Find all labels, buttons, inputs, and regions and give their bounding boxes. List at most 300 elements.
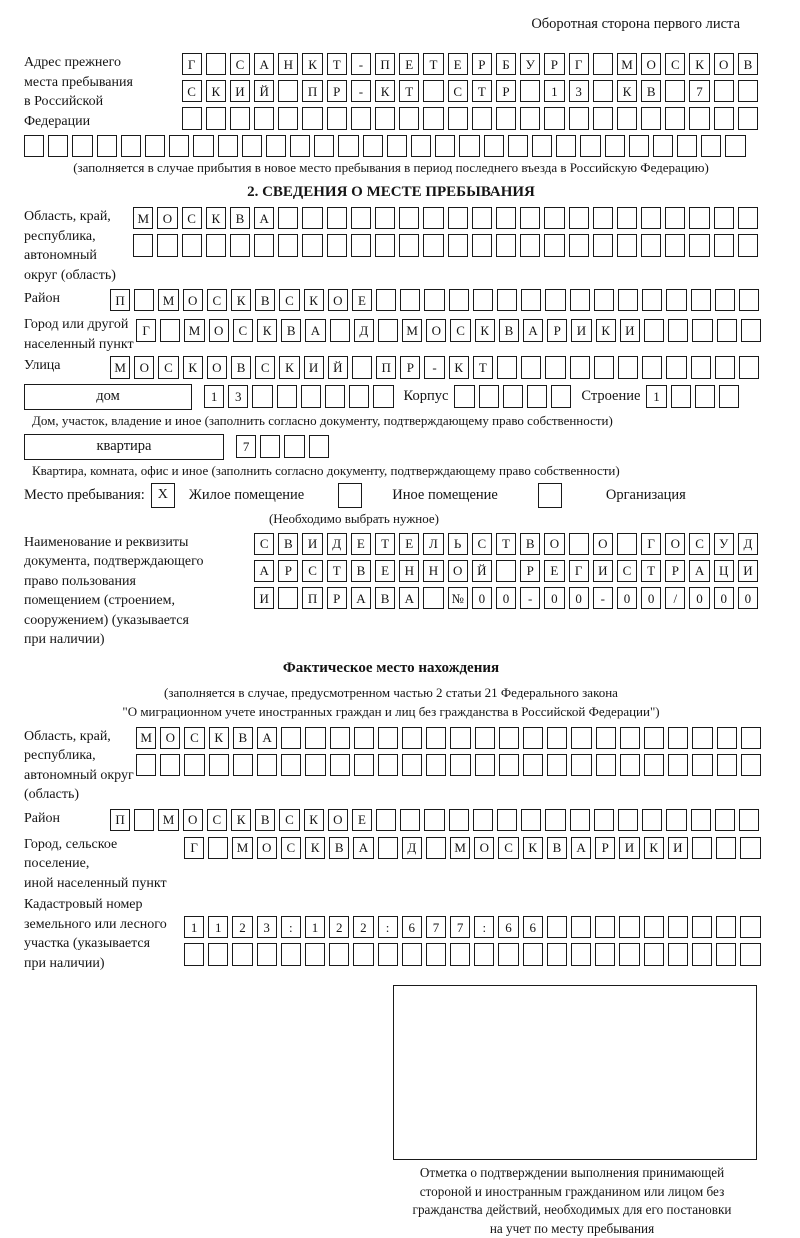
char-box[interactable] <box>666 289 686 311</box>
char-box[interactable] <box>400 289 420 311</box>
char-box[interactable]: Р <box>327 587 347 609</box>
char-box[interactable]: К <box>209 727 229 749</box>
char-box[interactable] <box>278 80 298 102</box>
char-box[interactable] <box>668 916 688 938</box>
char-box[interactable]: К <box>231 809 251 831</box>
char-box[interactable] <box>569 533 589 555</box>
char-box[interactable]: 0 <box>496 587 516 609</box>
char-box[interactable] <box>715 289 735 311</box>
char-box[interactable]: О <box>183 809 203 831</box>
char-box[interactable]: К <box>257 319 277 341</box>
char-box[interactable]: С <box>689 533 709 555</box>
char-box[interactable] <box>472 207 492 229</box>
char-box[interactable] <box>284 435 304 457</box>
char-box[interactable]: П <box>375 53 395 75</box>
char-box[interactable] <box>184 943 204 965</box>
char-box[interactable]: И <box>738 560 758 582</box>
char-box[interactable] <box>503 385 523 407</box>
char-box[interactable] <box>641 234 661 256</box>
char-box[interactable] <box>402 943 422 965</box>
char-box[interactable]: Р <box>327 80 347 102</box>
char-box[interactable] <box>668 754 688 776</box>
char-box[interactable]: 1 <box>208 916 228 938</box>
char-box[interactable] <box>741 754 761 776</box>
checkbox-organizatsiya[interactable] <box>538 483 562 508</box>
char-box[interactable] <box>448 234 468 256</box>
char-box[interactable] <box>378 727 398 749</box>
char-box[interactable] <box>435 135 455 157</box>
char-box[interactable] <box>666 809 686 831</box>
char-box[interactable] <box>523 754 543 776</box>
char-box[interactable] <box>665 234 685 256</box>
char-box[interactable] <box>473 289 493 311</box>
char-box[interactable]: И <box>571 319 591 341</box>
char-box[interactable]: Д <box>402 837 422 859</box>
char-box[interactable]: - <box>424 356 444 378</box>
checkbox-zhiloe[interactable]: X <box>151 483 175 508</box>
char-box[interactable] <box>714 207 734 229</box>
char-box[interactable]: В <box>520 533 540 555</box>
char-box[interactable] <box>266 135 286 157</box>
char-box[interactable]: А <box>257 727 277 749</box>
char-box[interactable]: Г <box>569 53 589 75</box>
char-box[interactable] <box>593 53 613 75</box>
char-box[interactable] <box>644 727 664 749</box>
char-box[interactable]: М <box>110 356 130 378</box>
char-box[interactable] <box>523 943 543 965</box>
char-box[interactable] <box>595 916 615 938</box>
char-box[interactable] <box>260 435 280 457</box>
char-box[interactable] <box>715 356 735 378</box>
char-box[interactable] <box>232 943 252 965</box>
char-box[interactable] <box>363 135 383 157</box>
char-box[interactable] <box>544 234 564 256</box>
char-box[interactable]: Й <box>254 80 274 102</box>
char-box[interactable]: К <box>206 80 226 102</box>
char-box[interactable] <box>740 943 760 965</box>
char-box[interactable] <box>653 135 673 157</box>
char-box[interactable]: Т <box>472 80 492 102</box>
char-box[interactable]: Д <box>354 319 374 341</box>
char-box[interactable] <box>532 135 552 157</box>
char-box[interactable] <box>254 107 274 129</box>
char-box[interactable]: А <box>571 837 591 859</box>
char-box[interactable] <box>617 207 637 229</box>
char-box[interactable] <box>692 943 712 965</box>
char-box[interactable]: А <box>254 207 274 229</box>
char-box[interactable] <box>689 234 709 256</box>
char-box[interactable] <box>719 385 739 407</box>
char-box[interactable] <box>668 727 688 749</box>
char-box[interactable] <box>642 809 662 831</box>
char-box[interactable] <box>547 727 567 749</box>
char-box[interactable]: П <box>302 80 322 102</box>
char-box[interactable]: И <box>593 560 613 582</box>
char-box[interactable]: П <box>302 587 322 609</box>
char-box[interactable]: М <box>133 207 153 229</box>
char-box[interactable] <box>593 107 613 129</box>
char-box[interactable]: 3 <box>569 80 589 102</box>
char-box[interactable] <box>302 207 322 229</box>
char-box[interactable]: А <box>351 587 371 609</box>
kadastr-row-1[interactable] <box>184 916 761 938</box>
char-box[interactable] <box>523 727 543 749</box>
char-box[interactable]: К <box>302 53 322 75</box>
char-box[interactable]: И <box>302 533 322 555</box>
char-box[interactable]: О <box>544 533 564 555</box>
char-box[interactable]: 0 <box>472 587 492 609</box>
char-box[interactable] <box>642 289 662 311</box>
char-box[interactable] <box>617 533 637 555</box>
kadastr-row-2[interactable] <box>184 943 761 965</box>
char-box[interactable] <box>402 727 422 749</box>
char-box[interactable] <box>254 234 274 256</box>
char-box[interactable]: О <box>183 289 203 311</box>
char-box[interactable] <box>497 809 517 831</box>
char-box[interactable]: Р <box>472 53 492 75</box>
char-box[interactable]: С <box>184 727 204 749</box>
char-box[interactable] <box>423 107 443 129</box>
char-box[interactable]: Ь <box>448 533 468 555</box>
char-box[interactable] <box>349 385 369 407</box>
char-box[interactable]: Б <box>496 53 516 75</box>
char-box[interactable] <box>327 207 347 229</box>
char-box[interactable]: - <box>351 80 371 102</box>
char-box[interactable] <box>593 80 613 102</box>
char-box[interactable] <box>448 207 468 229</box>
char-box[interactable] <box>230 107 250 129</box>
char-box[interactable] <box>547 916 567 938</box>
char-box[interactable]: В <box>255 289 275 311</box>
char-box[interactable]: Р <box>544 53 564 75</box>
char-box[interactable]: О <box>474 837 494 859</box>
char-box[interactable] <box>570 356 590 378</box>
char-box[interactable] <box>508 135 528 157</box>
document-row-1[interactable] <box>254 533 758 555</box>
char-box[interactable] <box>689 207 709 229</box>
char-box[interactable] <box>301 385 321 407</box>
char-box[interactable]: В <box>375 587 395 609</box>
char-box[interactable] <box>644 916 664 938</box>
char-box[interactable]: А <box>254 560 274 582</box>
char-box[interactable]: В <box>233 727 253 749</box>
char-box[interactable]: В <box>738 53 758 75</box>
char-box[interactable] <box>692 727 712 749</box>
char-box[interactable]: К <box>475 319 495 341</box>
char-box[interactable] <box>545 809 565 831</box>
char-box[interactable] <box>206 53 226 75</box>
char-box[interactable] <box>665 107 685 129</box>
char-box[interactable]: К <box>449 356 469 378</box>
dom-cell[interactable]: дом <box>24 384 192 410</box>
char-box[interactable] <box>423 207 443 229</box>
char-box[interactable] <box>520 207 540 229</box>
char-box[interactable]: О <box>641 53 661 75</box>
char-box[interactable] <box>738 234 758 256</box>
char-box[interactable] <box>593 207 613 229</box>
char-box[interactable]: П <box>110 809 130 831</box>
char-box[interactable] <box>353 943 373 965</box>
char-box[interactable]: У <box>520 53 540 75</box>
char-box[interactable] <box>423 587 443 609</box>
char-box[interactable] <box>741 319 761 341</box>
char-box[interactable] <box>741 727 761 749</box>
korpus-boxes[interactable] <box>454 385 571 407</box>
char-box[interactable]: - <box>520 587 540 609</box>
char-box[interactable] <box>569 234 589 256</box>
char-box[interactable] <box>620 727 640 749</box>
char-box[interactable] <box>571 916 591 938</box>
char-box[interactable] <box>716 916 736 938</box>
char-box[interactable]: А <box>689 560 709 582</box>
char-box[interactable]: Н <box>399 560 419 582</box>
char-box[interactable] <box>556 135 576 157</box>
char-box[interactable]: Т <box>327 53 347 75</box>
char-box[interactable]: И <box>254 587 274 609</box>
char-box[interactable]: М <box>402 319 422 341</box>
char-box[interactable]: Г <box>182 53 202 75</box>
char-box[interactable] <box>717 727 737 749</box>
char-box[interactable]: Н <box>278 53 298 75</box>
char-box[interactable]: К <box>304 289 324 311</box>
char-box[interactable] <box>387 135 407 157</box>
char-box[interactable] <box>278 587 298 609</box>
char-box[interactable] <box>695 385 715 407</box>
char-box[interactable] <box>619 943 639 965</box>
char-box[interactable]: Е <box>448 53 468 75</box>
char-box[interactable]: С <box>472 533 492 555</box>
char-box[interactable]: 7 <box>426 916 446 938</box>
char-box[interactable]: 0 <box>689 587 709 609</box>
char-box[interactable]: К <box>183 356 203 378</box>
char-box[interactable] <box>668 943 688 965</box>
char-box[interactable]: Е <box>375 560 395 582</box>
char-box[interactable]: С <box>233 319 253 341</box>
char-box[interactable] <box>338 135 358 157</box>
char-box[interactable] <box>691 356 711 378</box>
prev-address-full-row[interactable] <box>24 135 758 157</box>
char-box[interactable] <box>351 107 371 129</box>
char-box[interactable] <box>496 107 516 129</box>
char-box[interactable] <box>692 319 712 341</box>
char-box[interactable] <box>376 289 396 311</box>
char-box[interactable] <box>399 207 419 229</box>
char-box[interactable] <box>571 943 591 965</box>
char-box[interactable] <box>738 207 758 229</box>
char-box[interactable] <box>593 234 613 256</box>
char-box[interactable]: В <box>230 207 250 229</box>
char-box[interactable] <box>691 809 711 831</box>
char-box[interactable] <box>281 943 301 965</box>
char-box[interactable] <box>426 943 446 965</box>
char-box[interactable]: К <box>617 80 637 102</box>
char-box[interactable] <box>402 754 422 776</box>
char-box[interactable] <box>689 107 709 129</box>
dom-number-boxes[interactable] <box>204 385 394 407</box>
char-box[interactable]: К <box>596 319 616 341</box>
char-box[interactable] <box>449 809 469 831</box>
char-box[interactable] <box>160 754 180 776</box>
char-box[interactable]: К <box>206 207 226 229</box>
char-box[interactable] <box>618 356 638 378</box>
char-box[interactable]: 0 <box>617 587 637 609</box>
char-box[interactable] <box>716 943 736 965</box>
char-box[interactable]: Р <box>400 356 420 378</box>
char-box[interactable] <box>375 234 395 256</box>
char-box[interactable] <box>72 135 92 157</box>
char-box[interactable] <box>474 943 494 965</box>
char-box[interactable]: 1 <box>305 916 325 938</box>
char-box[interactable] <box>278 234 298 256</box>
char-box[interactable]: 7 <box>450 916 470 938</box>
char-box[interactable] <box>475 754 495 776</box>
char-box[interactable] <box>305 754 325 776</box>
char-box[interactable] <box>314 135 334 157</box>
char-box[interactable] <box>354 727 374 749</box>
char-box[interactable]: С <box>281 837 301 859</box>
char-box[interactable]: С <box>302 560 322 582</box>
char-box[interactable] <box>547 943 567 965</box>
char-box[interactable]: Т <box>399 80 419 102</box>
char-box[interactable]: С <box>254 533 274 555</box>
char-box[interactable] <box>498 943 518 965</box>
char-box[interactable] <box>375 207 395 229</box>
char-box[interactable]: С <box>665 53 685 75</box>
char-box[interactable] <box>329 943 349 965</box>
char-box[interactable] <box>641 207 661 229</box>
char-box[interactable]: С <box>230 53 250 75</box>
char-box[interactable]: 6 <box>523 916 543 938</box>
char-box[interactable]: М <box>617 53 637 75</box>
checkbox-inoe[interactable] <box>338 483 362 508</box>
char-box[interactable]: В <box>278 533 298 555</box>
char-box[interactable] <box>569 207 589 229</box>
char-box[interactable] <box>449 289 469 311</box>
char-box[interactable] <box>184 754 204 776</box>
char-box[interactable]: В <box>329 837 349 859</box>
char-box[interactable] <box>521 356 541 378</box>
char-box[interactable]: 1 <box>204 385 224 407</box>
char-box[interactable] <box>230 234 250 256</box>
char-box[interactable]: Е <box>544 560 564 582</box>
char-box[interactable] <box>594 809 614 831</box>
char-box[interactable]: М <box>158 289 178 311</box>
char-box[interactable] <box>426 754 446 776</box>
char-box[interactable] <box>740 916 760 938</box>
fact-gorod-row[interactable] <box>184 837 761 859</box>
char-box[interactable] <box>714 107 734 129</box>
char-box[interactable] <box>594 356 614 378</box>
char-box[interactable] <box>424 809 444 831</box>
char-box[interactable] <box>739 289 759 311</box>
char-box[interactable]: 7 <box>236 435 256 457</box>
char-box[interactable]: Й <box>472 560 492 582</box>
char-box[interactable] <box>193 135 213 157</box>
fact-oblast-row-1[interactable] <box>136 727 761 749</box>
char-box[interactable]: О <box>157 207 177 229</box>
char-box[interactable] <box>302 234 322 256</box>
char-box[interactable]: Р <box>595 837 615 859</box>
char-box[interactable] <box>426 837 446 859</box>
char-box[interactable]: М <box>232 837 252 859</box>
char-box[interactable] <box>527 385 547 407</box>
char-box[interactable] <box>400 809 420 831</box>
char-box[interactable] <box>376 809 396 831</box>
char-box[interactable]: К <box>304 809 324 831</box>
char-box[interactable] <box>454 385 474 407</box>
char-box[interactable] <box>596 754 616 776</box>
char-box[interactable]: Е <box>351 533 371 555</box>
char-box[interactable]: Е <box>399 533 419 555</box>
char-box[interactable] <box>496 207 516 229</box>
char-box[interactable]: Д <box>327 533 347 555</box>
char-box[interactable] <box>644 319 664 341</box>
char-box[interactable] <box>499 754 519 776</box>
char-box[interactable] <box>617 234 637 256</box>
char-box[interactable] <box>426 727 446 749</box>
char-box[interactable]: О <box>714 53 734 75</box>
char-box[interactable] <box>206 107 226 129</box>
char-box[interactable] <box>595 943 615 965</box>
char-box[interactable] <box>448 107 468 129</box>
char-box[interactable]: М <box>184 319 204 341</box>
char-box[interactable] <box>375 107 395 129</box>
char-box[interactable] <box>136 754 156 776</box>
char-box[interactable] <box>475 727 495 749</box>
char-box[interactable]: Р <box>665 560 685 582</box>
char-box[interactable]: / <box>665 587 685 609</box>
char-box[interactable]: В <box>231 356 251 378</box>
char-box[interactable] <box>605 135 625 157</box>
char-box[interactable] <box>618 289 638 311</box>
char-box[interactable] <box>450 943 470 965</box>
char-box[interactable] <box>399 234 419 256</box>
char-box[interactable] <box>450 727 470 749</box>
char-box[interactable] <box>206 234 226 256</box>
char-box[interactable] <box>551 385 571 407</box>
char-box[interactable]: О <box>448 560 468 582</box>
char-box[interactable]: О <box>665 533 685 555</box>
char-box[interactable] <box>160 319 180 341</box>
char-box[interactable] <box>378 837 398 859</box>
char-box[interactable]: В <box>351 560 371 582</box>
char-box[interactable] <box>594 289 614 311</box>
char-box[interactable] <box>134 809 154 831</box>
char-box[interactable]: О <box>328 809 348 831</box>
char-box[interactable]: Г <box>184 837 204 859</box>
char-box[interactable] <box>668 319 688 341</box>
char-box[interactable] <box>278 107 298 129</box>
char-box[interactable]: О <box>257 837 277 859</box>
char-box[interactable]: 2 <box>232 916 252 938</box>
char-box[interactable] <box>545 356 565 378</box>
char-box[interactable]: П <box>110 289 130 311</box>
char-box[interactable] <box>302 107 322 129</box>
kvartira-cell[interactable]: квартира <box>24 434 224 460</box>
fact-raion-row[interactable] <box>110 809 759 831</box>
char-box[interactable] <box>169 135 189 157</box>
char-box[interactable]: У <box>714 533 734 555</box>
char-box[interactable]: № <box>448 587 468 609</box>
char-box[interactable]: В <box>255 809 275 831</box>
char-box[interactable] <box>641 107 661 129</box>
char-box[interactable]: Д <box>738 533 758 555</box>
char-box[interactable]: 3 <box>228 385 248 407</box>
char-box[interactable]: И <box>619 837 639 859</box>
char-box[interactable] <box>496 560 516 582</box>
char-box[interactable] <box>351 207 371 229</box>
char-box[interactable]: С <box>498 837 518 859</box>
